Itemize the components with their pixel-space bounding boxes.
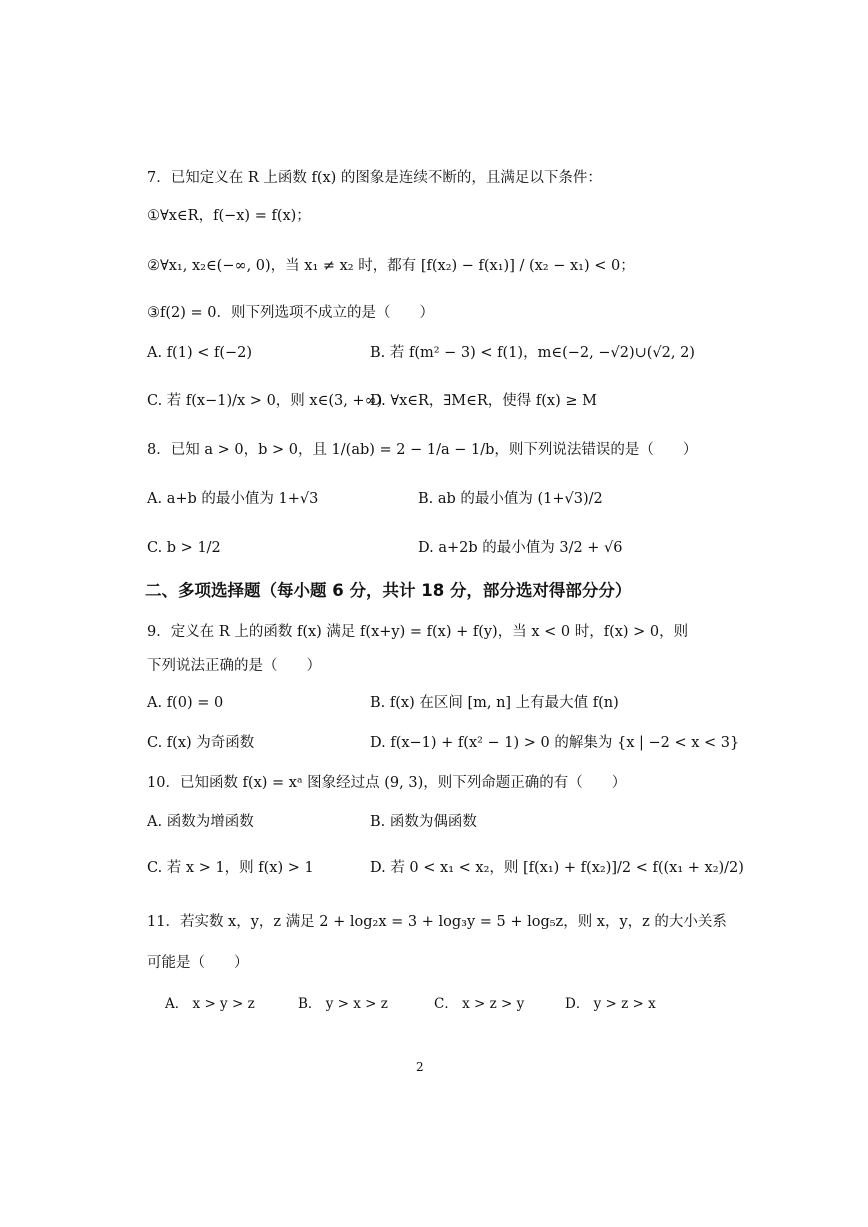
q7-stem: 7．已知定义在 R 上函数 f(x) 的图象是连续不断的，且满足以下条件： (147, 170, 602, 186)
q9-option-d: D. f(x−1) + f(x² − 1) > 0 的解集为 {x | −2 < x < 3} (370, 735, 740, 751)
q11-option-d: D． y > z > x (565, 996, 656, 1012)
q9-stem-line-2: 下列说法正确的是（ ） (147, 658, 321, 674)
q7-condition-1: ①∀x∈R，f(−x) = f(x)； (147, 208, 311, 224)
section-2-title: 二、多项选择题（每小题 6 分，共计 18 分，部分选对得部分分） (145, 581, 632, 600)
page-number: 2 (416, 1060, 424, 1074)
q7-condition-2: ②∀x₁, x₂∈(−∞, 0)，当 x₁ ≠ x₂ 时，都有 [f(x₂) − f(x₁)] / (x₂ − x₁) < 0； (147, 258, 635, 274)
q7-option-c: C. 若 f(x−1)/x > 0，则 x∈(3, +∞) (147, 393, 383, 409)
q10-stem: 10．已知函数 f(x) = xᵃ 图象经过点 (9, 3)，则下列命题正确的有（ ） (147, 775, 627, 791)
q8-option-d: D. a+2b 的最小值为 3/2 + √6 (418, 540, 623, 556)
q7-option-a: A. f(1) < f(−2) (147, 345, 253, 361)
q9-option-a: A. f(0) = 0 (147, 695, 224, 711)
q8-option-a: A. a+b 的最小值为 1+√3 (147, 491, 319, 507)
q8-stem: 8．已知 a > 0，b > 0，且 1/(ab) = 2 − 1/a − 1/b，则下列说法错误的是（ ） (147, 442, 698, 458)
q11-option-a: A． x > y > z (165, 996, 255, 1012)
q11-stem-line-1: 11．若实数 x，y，z 满足 2 + log₂x = 3 + log₃y = 5 + log₅z，则 x，y，z 的大小关系 (147, 914, 727, 930)
q8-option-c: C. b > 1/2 (147, 540, 221, 556)
q10-option-d: D. 若 0 < x₁ < x₂，则 [f(x₁) + f(x₂)]/2 < f((x₁ + x₂)/2) (370, 860, 744, 876)
q7-condition-3: ③f(2) = 0．则下列选项不成立的是（ ） (147, 305, 434, 321)
q11-option-c: C． x > z > y (434, 996, 525, 1012)
q10-option-b: B. 函数为偶函数 (370, 814, 477, 830)
q10-option-c: C. 若 x > 1，则 f(x) > 1 (147, 860, 314, 876)
q9-option-b: B. f(x) 在区间 [m, n] 上有最大值 f(n) (370, 695, 619, 711)
q11-option-b: B． y > x > z (298, 996, 388, 1012)
q11-stem-line-2: 可能是（ ） (147, 955, 249, 971)
q8-option-b: B. ab 的最小值为 (1+√3)/2 (418, 491, 603, 507)
q9-stem-line-1: 9．定义在 R 上的函数 f(x) 满足 f(x+y) = f(x) + f(y)，当 x < 0 时，f(x) > 0，则 (147, 624, 689, 640)
q7-option-b: B. 若 f(m² − 3) < f(1)，m∈(−2, −√2)∪(√2, 2) (370, 345, 695, 361)
q10-option-a: A. 函数为增函数 (147, 814, 254, 830)
q7-option-d: D. ∀x∈R，∃M∈R，使得 f(x) ≥ M (370, 393, 597, 409)
q9-option-c: C. f(x) 为奇函数 (147, 735, 255, 751)
